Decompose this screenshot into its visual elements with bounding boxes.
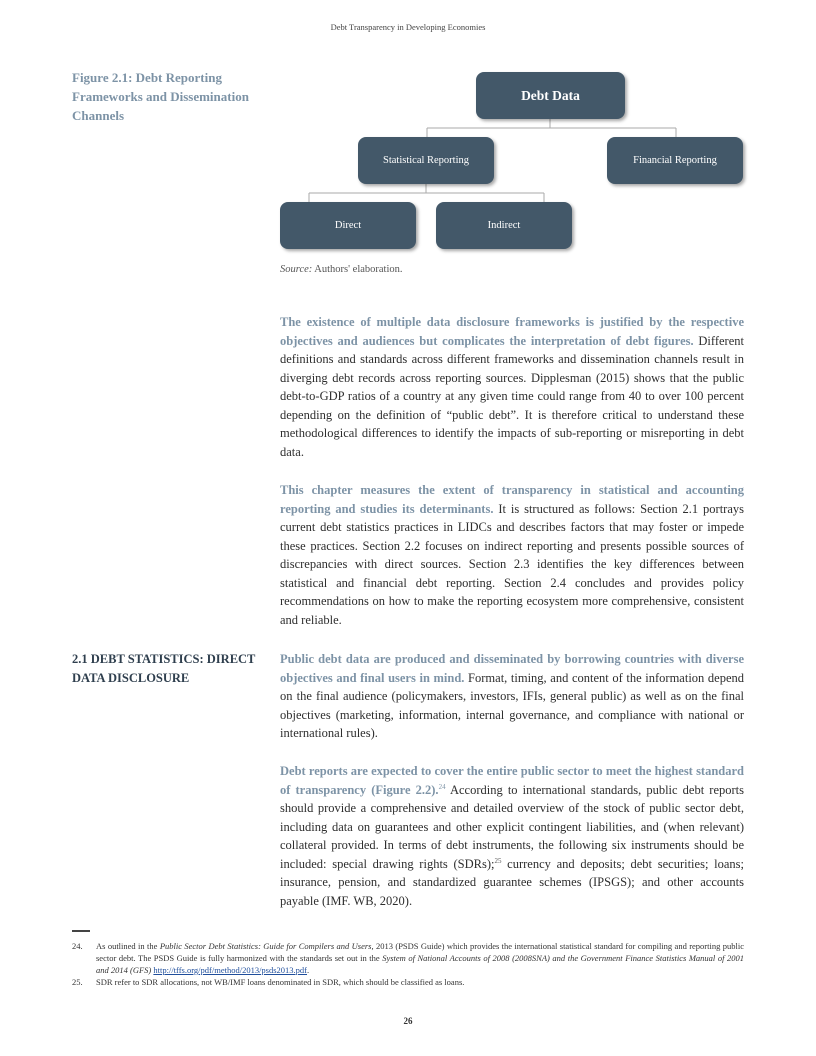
paragraph-3 <box>280 650 744 743</box>
footnote-24 <box>72 940 744 976</box>
node-direct: Direct <box>280 202 416 249</box>
paragraph-1-lead: The existence of multiple data disclosure frameworks is justified by the respective objectives and audiences but complicates the interpretation of debt figures. <box>280 315 744 348</box>
paragraph-4-body-end: currency and deposits; debt securities; loans; insurance, pension, and standardized guarantee schemes (IPSGS); and other accounts payable (IMF. WB, 2020). <box>280 856 744 908</box>
footnote-link[interactable]: http://tffs.org/pdf/method/2013/psds2013.pdf <box>153 965 308 975</box>
footnote-divider <box>72 930 90 932</box>
footnote-text: As outlined in the Public Sector Debt Statistics: Guide for Compilers and Users, 2013 (PSDS Guide) which provides the international statistical standard for compiling and reporting public sector debt. The PSDS Guide is fully harmonized with the standards set out in the System of National Accounts of 2008 (2008SNA) and the Government Finance Statistics Manual of 2001 and 2014 (GFS) http://tffs.org/pdf/method/2013/psds2013.pdf. <box>96 941 745 975</box>
footnote-ref-25[interactable]: 25 <box>494 856 502 865</box>
paragraph-2-lead: This chapter measures the extent of transparency in statistical and accounting reporting and studies its determinants. <box>280 483 744 516</box>
paragraph-4 <box>280 762 744 910</box>
paragraph-4-lead: Debt reports are expected to cover the entire public sector to meet the highest standard of transparency (Figure 2.2). <box>280 764 744 797</box>
paragraph-2-body: It is structured as follows: Section 2.1 portrays current debt statistics practices in LIDCs and describes factors that may foster or impede these practices. Section 2.2 focuses on indirect reporting and presents possible sources of discrepancies with direct sources. Section 2.3 identifies the key differences between statistical and financial debt reporting. Section 2.4 concludes and provides policy recommendations on how to make the reporting ecosystem more comprehensive, consistent and reliable. <box>280 501 744 627</box>
section-heading: 2.1 DEBT STATISTICS: DIRECT DATA DISCLOSURE <box>72 652 256 685</box>
node-debt-data: Debt Data <box>476 72 625 119</box>
paragraph-3-body: Format, timing, and content of the information depend on the final audience (policymakers, investors, IFIs, general public) as well as on the final objectives (marketing, information, internal governance, and compliance with national or international rules). <box>280 670 745 740</box>
figure-source <box>280 264 403 275</box>
figure-title: Figure 2.1: Debt Reporting Frameworks and Dissemination Channels <box>72 70 249 123</box>
footnote-number: 25. <box>72 977 83 987</box>
paragraph-2 <box>280 481 744 629</box>
paragraph-4-body: According to international standards, public debt reports should provide a comprehensive and detailed overview of the stock of public sector debt, including data on guarantees and other explicit contingent liabilities, and (when relevant) collateral provided. In terms of debt instruments, the following six instruments should be included: special drawing rights (SDRs); <box>280 782 744 871</box>
footnote-text: SDR refer to SDR allocations, not WB/IMF loans denominated in SDR, which should be classified as loans. <box>96 977 465 987</box>
footnote-25 <box>72 976 744 988</box>
source-label: Source: <box>280 264 313 275</box>
footnote-ref-24[interactable]: 24 <box>438 782 446 791</box>
paragraph-1 <box>280 313 744 461</box>
node-indirect: Indirect <box>436 202 572 249</box>
footnote-number: 24. <box>72 941 83 951</box>
paragraph-1-body: Different definitions and standards across different frameworks and dissemination channels result in diverging debt records across reporting sources. Dipplesman (2015) shows that the public debt-to-GDP ratios of a country at any given time could range from 40 to over 100 percent depending on the definition of “public debt”. It is therefore critical to understand these methodological differences to identify the impacts of sub-reporting or misreporting in debt data. <box>280 333 744 459</box>
source-text: Authors' elaboration. <box>312 264 403 275</box>
node-financial-reporting: Financial Reporting <box>607 137 743 184</box>
running-header: Debt Transparency in Developing Economies <box>330 22 486 32</box>
page-number: 26 <box>403 1016 413 1026</box>
paragraph-3-lead: Public debt data are produced and disseminated by borrowing countries with diverse objectives and final users in mind. <box>280 652 744 685</box>
node-statistical-reporting: Statistical Reporting <box>358 137 494 184</box>
